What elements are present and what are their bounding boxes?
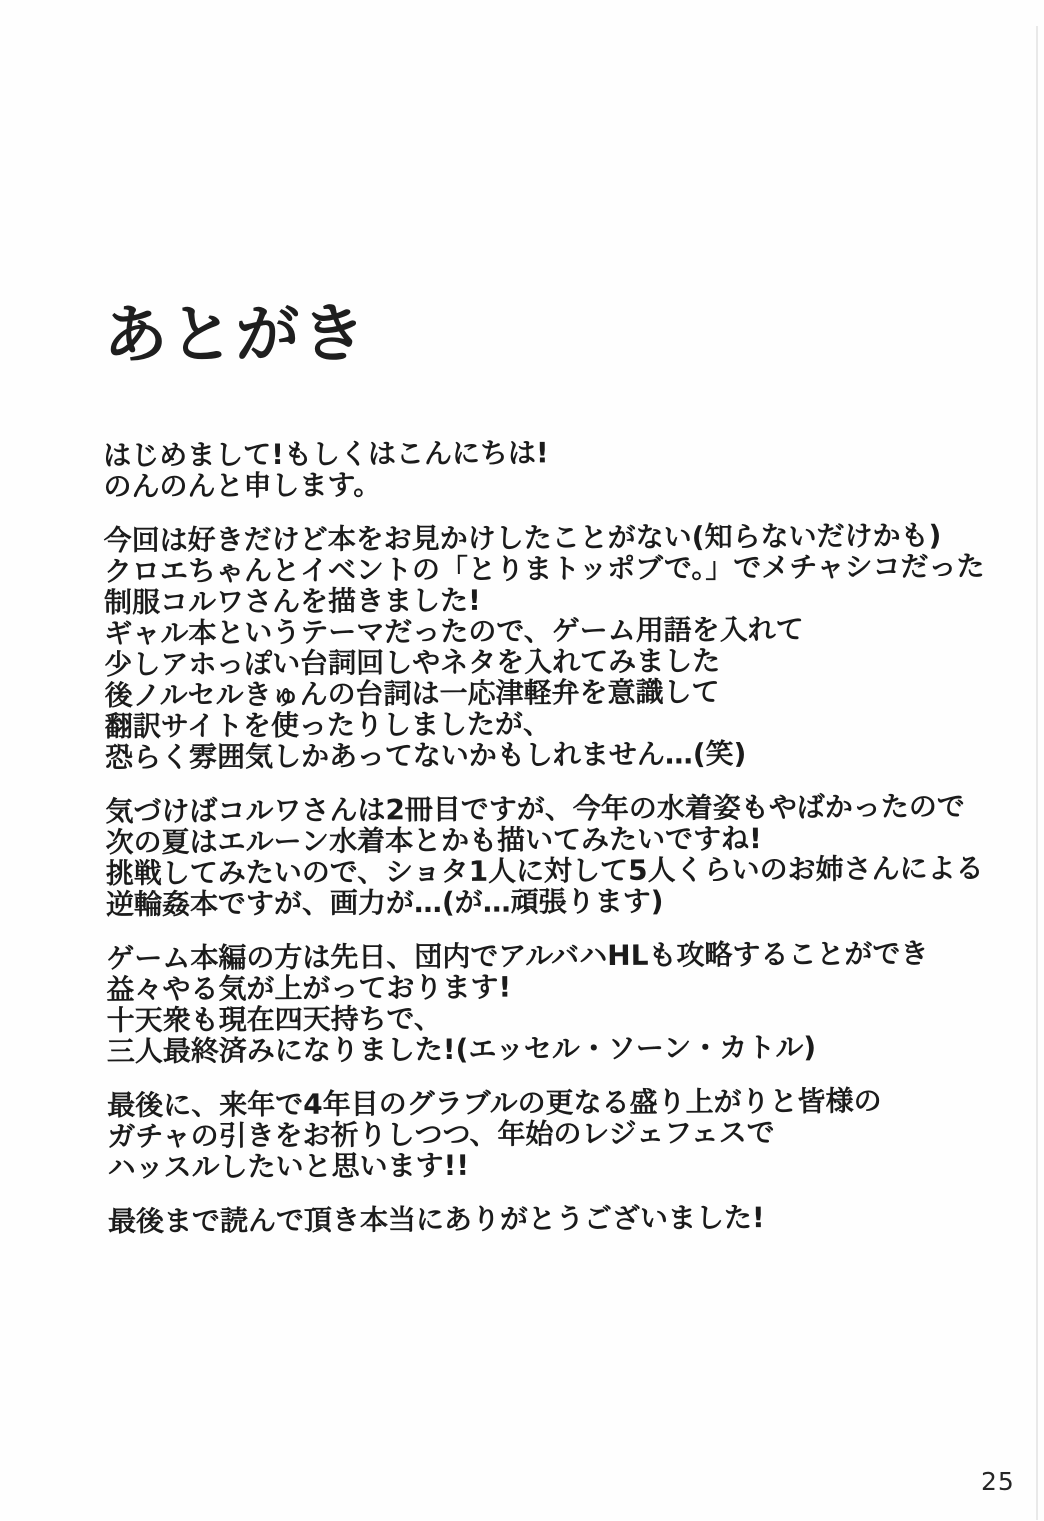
paragraph-about-book: [104, 520, 1005, 773]
page-title: あとがき: [103, 296, 368, 374]
text-line: 益々やる気が上がっております!: [106, 970, 512, 1007]
text-line: 少しアホっぽい台詞回しやネタを入れてみました: [104, 644, 721, 682]
scan-edge-artifact: [1036, 26, 1038, 1520]
text-line: 三人最終済みになりました!(エッセル・ソーン・カトル): [106, 1030, 817, 1069]
text-line: 最後まで読んで頂き本当にありがとうございました!: [107, 1201, 765, 1239]
text-line: 挑戦してみたいので、ショタ1人に対して5人くらいのお姉さんによる: [105, 851, 984, 891]
text-line: 翻訳サイトを使ったりしましたが、: [104, 707, 552, 744]
text-line: 恐らく雰囲気しかあってないかもしれません…(笑): [104, 737, 747, 775]
text-line: ガチャの引きをお祈りしつつ、年始のレジェフェスで: [107, 1115, 775, 1154]
text-line: はじめまして!もしくはこんにちは!: [103, 436, 549, 473]
text-line: クロエちゃんとイベントの「とりまトッポブで。」でメチャシコだった: [103, 549, 985, 589]
afterword-body: [103, 435, 1008, 1260]
text-line: ギャル本というテーマだったので、ゲーム用語を入れて: [104, 612, 804, 651]
text-line: 制服コルワさんを描きました!: [104, 583, 481, 620]
text-line: ゲーム本編の方は先日、団内でアルバハHLも攻略することができ: [106, 937, 929, 976]
text-line: ハッスルしたいと思います!!: [107, 1148, 470, 1185]
paragraph-greeting: [103, 435, 1003, 502]
text-line: 後ノルセルきゅんの台詞は一応津軽弁を意識して: [104, 675, 720, 713]
text-line: のんのんと申します。: [103, 468, 382, 504]
text-line: 十天衆も現在四天持ちで、: [106, 1001, 442, 1038]
paragraph-future-plans: [105, 791, 1006, 920]
text-line: 気づけばコルワさんは2冊目ですが、今年の水着姿もやばかったので: [105, 789, 965, 829]
paragraph-thanks: [108, 1201, 1008, 1237]
page-number: 25: [981, 1467, 1015, 1496]
text-line: 最後に、来年で4年目のグラブルの更なる盛り上がりと皆様の: [107, 1084, 882, 1123]
text-line: 逆輪姦本ですが、画力が…(が…頑張ります): [105, 884, 664, 922]
paragraph-game-progress: [106, 938, 1007, 1067]
paragraph-closing-wishes: [107, 1085, 1008, 1183]
text-line: 今回は好きだけど本をお見かけしたことがない(知らないだけかも): [103, 518, 942, 558]
text-line: 次の夏はエルーン水着本とかも描いてみたいですね!: [105, 822, 762, 860]
